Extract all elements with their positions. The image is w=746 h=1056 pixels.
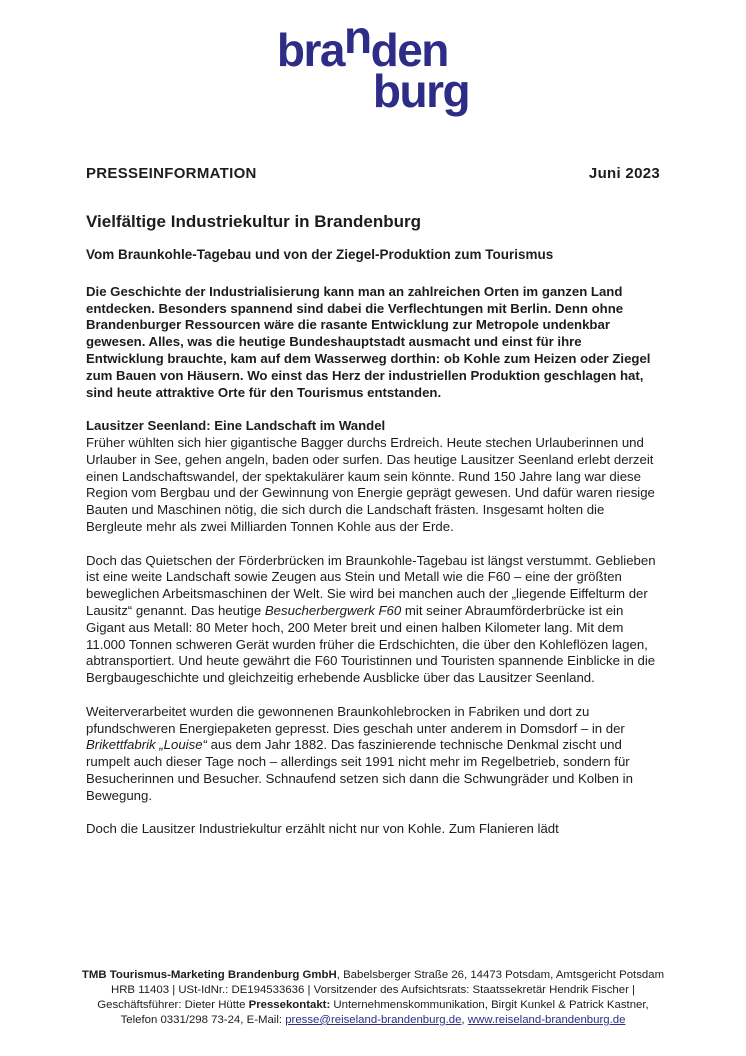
- text-run: Doch das Quietschen der Förderbrücken im Braunkohle-Tagebau ist längst verstummt. Geblieben ist eine weite Landschaft sowie Zeugen aus Stein und Metall wie die F60 – eine der größten beweglichen Arbeitsmaschinen der Welt. Sie wird bei manchen auch der „liegende Eiffelturm der Lausitz“ genannt. Das heutige: [86, 552, 656, 618]
- logo-text-den: den: [370, 24, 448, 76]
- text-run: Weiterverarbeitet wurden die gewonnenen Braunkohlebrocken in Fabriken und dort zu pfundschweren Energiepaketen gepresst. Dies geschah unter anderem in Domsdorf – in der: [86, 703, 625, 736]
- text-run: aus dem Jahr 1882. Das faszinierende technische Denkmal zischt und rumpelt auch dieser Tage noch – allerdings seit 1991 nicht mehr im Regelbetrieb, sondern für Besucherinnen und Besucher. Schnaufend setzen sich dann die Schwungräder und Kolben in Bewegung.: [86, 737, 633, 803]
- emphasized-text: Besucherbergwerk F60: [264, 602, 402, 618]
- section-heading: Lausitzer Seenland: Eine Landschaft im Wandel: [86, 418, 386, 434]
- logo-text-raised-n: n: [343, 11, 371, 63]
- footer-text: Pressekontakt:: [248, 999, 331, 1011]
- brandenburg-logo: [276, 11, 470, 118]
- body-paragraph: [86, 435, 660, 536]
- body-paragraph: [86, 704, 660, 805]
- footer-text: , Babelsberger Straße 26, 14473 Potsdam, Amtsgericht Potsdam HRB 11403 | USt-IdNr.: DE194533636 | Vorsitzender des Aufsichtsrats: Staatssekretär Hendrik Fischer | Geschäftsführer: Dieter Hütte: [97, 969, 665, 1011]
- doc-date: Juni 2023: [588, 164, 660, 182]
- logo-text-bra: bra: [276, 24, 344, 76]
- footer-text: TMB Tourismus-Marketing Brandenburg GmbH: [81, 969, 337, 981]
- website-link[interactable]: www.reiseland-brandenburg.de: [467, 1014, 626, 1026]
- article-body: [86, 284, 660, 838]
- page-title: Vielfältige Industriekultur in Brandenburg: [86, 211, 422, 231]
- email-link[interactable]: presse@reiseland-brandenburg.de: [285, 1014, 462, 1026]
- footer-text: Unternehmenskommunikation, Birgit Kunkel & Patrick Kastner, Telefon 0331/298 73-24, E-Mail:: [120, 999, 649, 1026]
- body-paragraph: [86, 284, 660, 402]
- footer: [0, 968, 746, 1028]
- footer-text-block: [78, 968, 668, 1028]
- emphasized-text: Brikettfabrik „Louise“: [86, 737, 207, 753]
- text-run: Früher wühlten sich hier gigantische Bagger durchs Erdreich. Heute stechen Urlauberinnen und Urlauber in See, gehen angeln, baden oder surfen. Das heutige Lausitzer Seenland erlebt derzeit einen Landschaftswandel, der spektakulärer kaum sein könnte. Rund 150 Jahre lang war diese Region vom Bergbau und der Gewinnung von Energie geprägt gewesen. Und dafür waren riesige Bauten und Maschinen nötig, die sich durch die Landschaft frästen. Insgesamt holten die Bergleute mehr als zwei Milliarden Tonnen Kohle aus der Erde.: [86, 434, 655, 534]
- logo-line-2: burg: [372, 65, 470, 118]
- page-subtitle: Vom Braunkohle-Tagebau und von der Ziegel-Produktion zum Tourismus: [86, 246, 554, 262]
- text-run: Doch die Lausitzer Industriekultur erzählt nicht nur von Kohle. Zum Flanieren lädt: [86, 821, 559, 837]
- doc-type-label: PRESSEINFORMATION: [86, 164, 257, 182]
- text-run: Die Geschichte der Industrialisierung kann man an zahlreichen Orten im ganzen Land entdecken. Besonders spannend sind dabei die Verflechtungen mit Berlin. Denn ohne Brandenburger Ressourcen wäre die rasante Entwicklung zur Metropole undenkbar gewesen. Alles, was die heutige Bundeshauptstadt ausmacht und einst für ihre Entwicklung brauchte, kam auf dem Wasserweg dorthin: ob Kohle zum Heizen oder Ziegel zum Bauen von Häusern. Wo einst das Herz der industriellen Produktion geschlagen hat, sind heute attraktive Orte für den Tourismus entstanden.: [86, 283, 651, 400]
- text-run: mit seiner Abraumförderbrücke ist ein Gigant aus Metall: 80 Meter hoch, 200 Meter breit und einen halben Kilometer lang. Mit dem 11.000 Tonnen schweren Gerät wurden früher die Erdschichten, die über den Kohleflözen lagen, abtransportiert. Und heute gewährt die F60 Touristinnen und Touristen spannende Einblicke in die Bergbaugeschichte und gleichzeitig erhebende Ausblicke über das Lausitzer Seenland.: [86, 602, 656, 686]
- footer-text: ,: [461, 1014, 468, 1026]
- page-content: [86, 11, 660, 838]
- body-paragraph: [86, 553, 660, 687]
- document-header-row: [86, 165, 660, 182]
- body-paragraph: [86, 821, 660, 838]
